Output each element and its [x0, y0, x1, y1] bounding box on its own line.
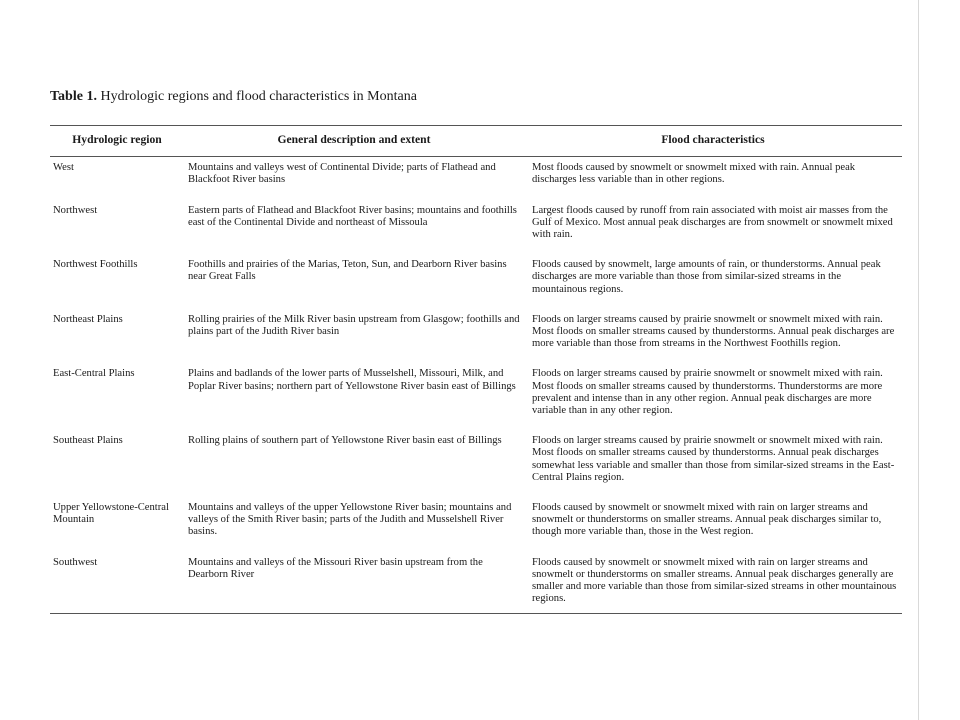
region-cell: West [53, 162, 74, 174]
header-row [50, 126, 902, 157]
table-caption-label: Table 1. [50, 89, 97, 104]
table-row [50, 430, 902, 497]
column-header-flood: Flood characteristics [524, 126, 902, 157]
description-cell: Eastern parts of Flathead and Blackfoot River basins; mountains and foothills east of the Continental Divide and northeast of Missoula [188, 204, 517, 228]
region-cell: Southwest [50, 552, 184, 614]
description-cell: Foothills and prairies of the Marias, Teton, Sun, and Dearborn River basins near Great Falls [188, 259, 507, 283]
table-header [50, 126, 902, 157]
description-cell: Mountains and valleys of the upper Yellowstone River basin; mountains and valleys of the Smith River basin; parts of the Judith and Musselshell River basins. [188, 502, 512, 538]
region-cell: Northwest [53, 204, 98, 216]
region-cell: Southeast Plains [53, 435, 123, 447]
table-row [50, 552, 902, 614]
region-cell: East-Central Plains [53, 368, 135, 380]
description-cell: Mountains and valleys west of Continental Divide; parts of Flathead and Blackfoot River basins [188, 162, 496, 186]
table-row [50, 157, 902, 200]
flood-cell: Largest floods caused by runoff from rain associated with moist air masses from the Gulf of Mexico. Most annual peak discharges are from snowmelt or snowmelt mixed with rain. [532, 204, 893, 241]
table-row [50, 309, 902, 364]
region-cell: Northwest Foothills [53, 259, 138, 271]
table-row [50, 254, 902, 309]
flood-cell: Floods caused by snowmelt or snowmelt mixed with rain on larger streams and snowmelt or thunderstorms on smaller streams. Annual peak discharges generally are smaller and more variable than those from similar-sized streams in other mountainous regions. [524, 552, 902, 614]
description-cell: Plains and badlands of the lower parts of Musselshell, Missouri, Milk, and Poplar River basins; northern part of Yellowstone River basin east of Billings [188, 368, 516, 392]
description-cell: Rolling prairies of the Milk River basin upstream from Glasgow; foothills and plains part of the Judith River basin [188, 313, 520, 338]
region-cell: Northeast Plains [53, 313, 123, 325]
table-row [50, 497, 902, 552]
column-header-description: General description and extent [184, 126, 524, 157]
flood-cell: Floods on larger streams caused by prairie snowmelt or snowmelt mixed with rain. Most floods on smaller streams caused by thunderstorms. Annual peak discharges somewhat less variable and smaller than those from similar-sized streams in the East-Central Plains region. [532, 435, 895, 483]
hydrologic-regions-table [50, 125, 902, 614]
flood-cell: Most floods caused by snowmelt or snowmelt mixed with rain. Annual peak discharges less variable than in other regions. [532, 162, 856, 186]
description-cell: Rolling plains of southern part of Yellowstone River basin east of Billings [188, 435, 502, 447]
column-header-region: Hydrologic region [50, 126, 184, 157]
description-cell: Mountains and valleys of the Missouri River basin upstream from the Dearborn River [184, 552, 524, 614]
flood-cell: Floods on larger streams caused by prairie snowmelt or snowmelt mixed with rain. Most floods on smaller streams caused by thunderstorms. Annual peak discharges are more variable than those from streams in the Northwest Foothills region. [532, 313, 895, 350]
table-caption [50, 89, 417, 105]
table-row [50, 200, 902, 255]
table-row [50, 363, 902, 430]
flood-cell: Floods caused by snowmelt, large amounts of rain, or thunderstorms. Annual peak discharges are more variable than those from similar-sized streams in the mountainous regions. [532, 259, 881, 295]
flood-cell: Floods caused by snowmelt or snowmelt mixed with rain on larger streams and snowmelt or thunderstorms on smaller streams. Annual peak discharges similar to, though more variable than, those in the West region. [532, 502, 882, 538]
table-caption-text: Hydrologic regions and flood characteristics in Montana [100, 89, 417, 104]
flood-cell: Floods on larger streams caused by prairie snowmelt or snowmelt mixed with rain. Most floods on smaller streams caused by thunderstorms. Thunderstorms are more prevalent and intense than in any other region. Annual peak discharges are more variable than in any other region. [532, 368, 883, 417]
table-body [50, 157, 902, 614]
region-cell: Upper Yellowstone-Central Mountain [53, 502, 169, 526]
page-edge-rule [918, 0, 919, 720]
